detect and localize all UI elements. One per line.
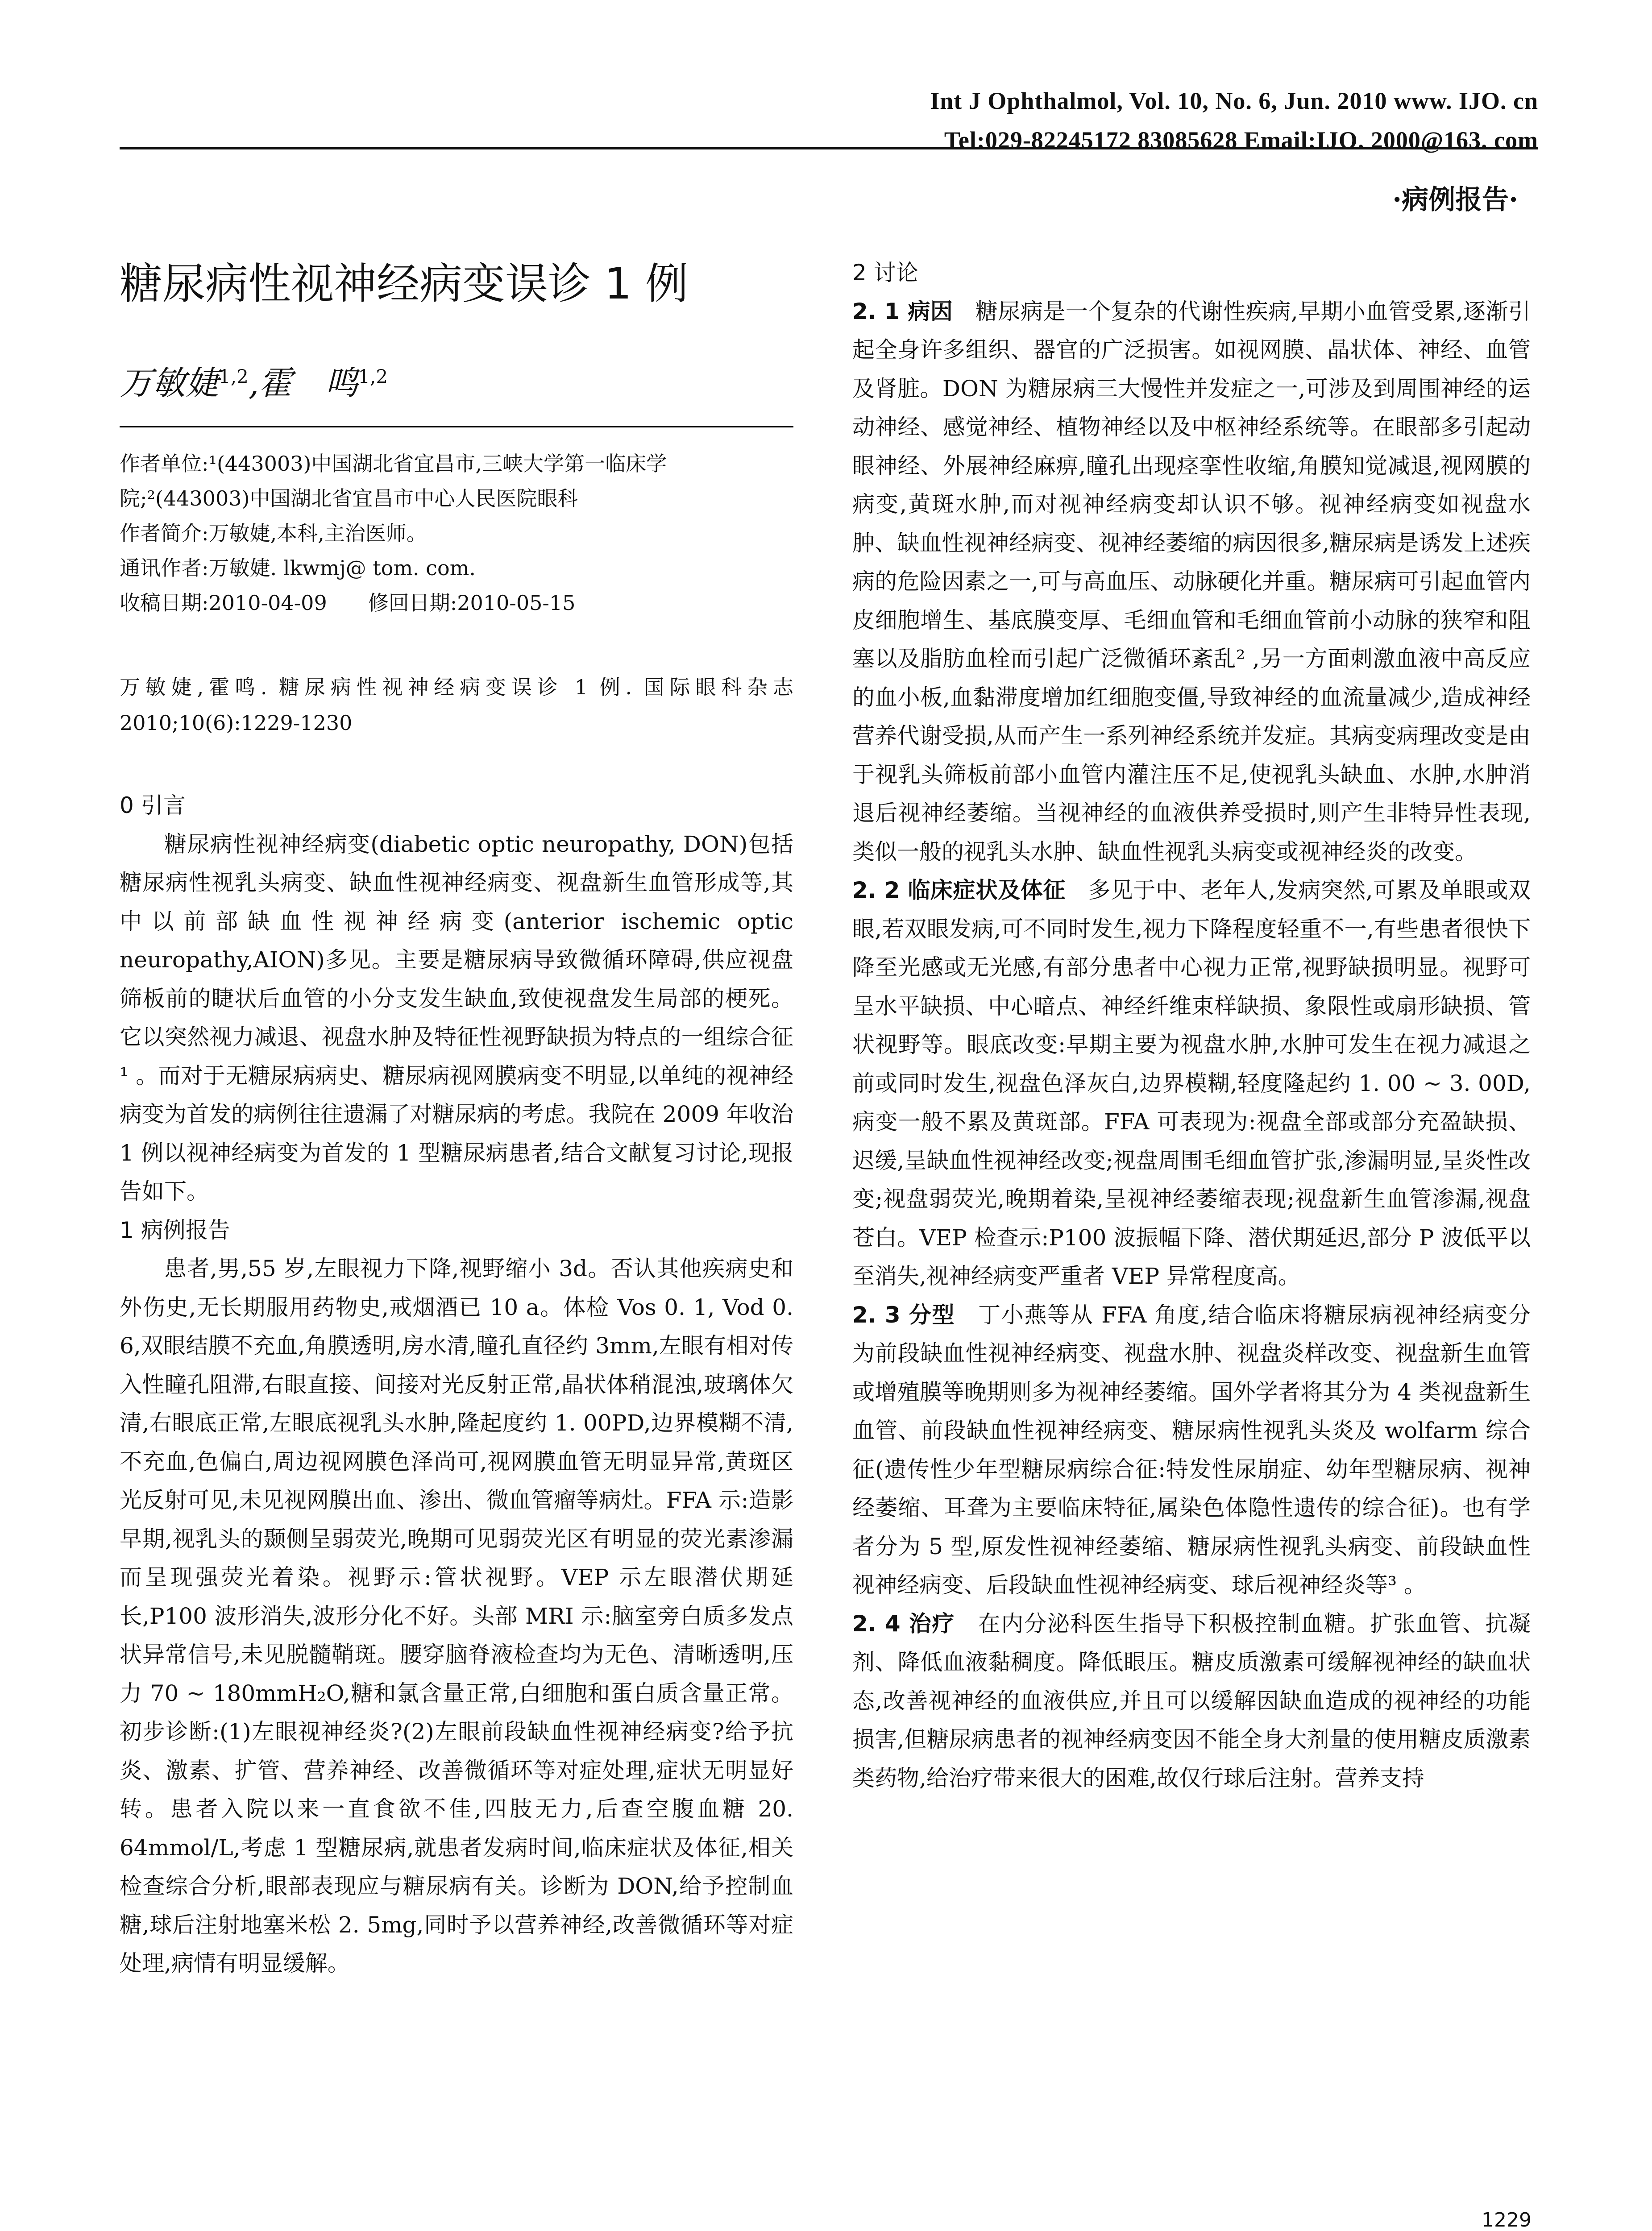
header-rule [120, 147, 1538, 149]
page-number: 1229 [1482, 2209, 1532, 2231]
case-report-paragraph: 患者,男,55 岁,左眼视力下降,视野缩小 3d。否认其他疾病史和外伤史,无长期服用药物史,戒烟酒已 10 a。体检 Vos 0. 1, Vod 0. 6,双眼结膜不充血,角膜透明,房水清,瞳孔直径约 3mm,左眼有相对传入性瞳孔阻滞,右眼直接、间接对光反射正常,晶状体稍混浊,玻璃体欠清,右眼底正常,左眼底视乳头水肿,隆起度约 1. 00PD,边界模糊不清,不充血,色偏白,周边视网膜色泽尚可,视网膜血管无明显异常,黄斑区光反射可见,未见视网膜出血、渗出、微血管瘤等病灶。FFA 示:造影早期,视乳头的颞侧呈弱荧光,晚期可见弱荧光区有明显的荧光素渗漏而呈现强荧光着染。视野示:管状视野。VEP 示左眼潜伏期延长,P100 波形消失,波形分化不好。头部 MRI 示:脑室旁白质多发点状异常信号,未见脱髓鞘斑。腰穿脑脊液检查均为无色、清晰透明,压力 70 ~ 180mmH₂O,糖和氯含量正常,白细胞和蛋白质含量正常。初步诊断:(1)左眼视神经炎?(2)左眼前段缺血性视神经病变?给予抗炎、激素、扩管、营养神经、改善微循环等对症处理,症状无明显好转。患者入院以来一直食欲不佳,四肢无力,后查空腹血糖 20. 64mmol/L,考虑 1 型糖尿病,就患者发病时间,临床症状及体征,相关检查综合分析,眼部表现应与糖尿病有关。诊断为 DON,给予控制血糖,球后注射地塞米松 2. 5mg,同时予以营养神经,改善微循环等对症处理,病情有明显缓解。 [120, 1256, 793, 1976]
author-name: 万敏婕 [120, 364, 219, 402]
dates-text: 收稿日期:2010-04-09 修回日期:2010-05-15 [120, 591, 576, 615]
subsection-label: 2. 3 分型 [852, 1302, 955, 1328]
journal-info-line: Int J Ophthalmol, Vol. 10, No. 6, Jun. 2010 www. IJO. cn [930, 87, 1538, 114]
author-affiliation-mark: 1,2 [358, 365, 388, 388]
article-title: 糖尿病性视神经病变误诊 1 例 [120, 259, 689, 309]
right-column [852, 253, 1531, 1797]
correspondence-text: 通讯作者:万敏婕. lkwmj@ tom. com. [120, 556, 476, 580]
subsection-text: 多见于中、老年人,发病突然,可累及单眼或双眼,若双眼发病,可不同时发生,视力下降程度轻重不一,有些患者很快下降至光感或无光感,有部分患者中心视力正常,视野缺损明显。视野可呈水平缺损、中心暗点、神经纤维束样缺损、象限性或扇形缺损、管状视野等。眼底改变:早期主要为视盘水肿,水肿可发生在视力减退之前或同时发生,视盘色泽灰白,边界模糊,轻度隆起约 1. 00 ~ 3. 00D,病变一般不累及黄斑部。FFA 可表现为:视盘全部或部分充盈缺损、迟缓,呈缺血性视神经改变;视盘周围毛细血管扩张,渗漏明显,呈炎性改变;视盘弱荧光,晚期着染,呈视神经萎缩表现;视盘新生血管渗漏,视盘苍白。VEP 检查示:P100 波振幅下降、潜伏期延迟,部分 P 波低平以至消失,视神经病变严重者 VEP 异常程度高。 [852, 877, 1531, 1289]
author-affiliation-mark: 1,2 [219, 365, 249, 388]
journal-contact-line: Tel:029-82245172 83085628 Email:IJO. 2000@163. com [944, 127, 1538, 153]
affiliation-text: 作者单位:¹(443003)中国湖北省宜昌市,三峡大学第一临床学院;²(443003)中国湖北省宜昌市中心人民医院眼科 [120, 452, 667, 510]
section-2-1 [852, 292, 1531, 871]
left-column [120, 786, 793, 1983]
author-info-block [120, 446, 793, 620]
case-report-heading: 1 病例报告 [120, 1217, 230, 1243]
intro-paragraph: 糖尿病性视神经病变(diabetic optic neuropathy, DON)包括糖尿病性视乳头病变、缺血性视神经病变、视盘新生血管形成等,其中以前部缺血性视神经病变(anterior ischemic optic neuropathy,AION)多见。主要是糖尿病导致微循环障碍,供应视盘筛板前的睫状后血管的小分支发生缺血,致使视盘发生局部的梗死。它以突然视力减退、视盘水肿及特征性视野缺损为特点的一组综合征¹ 。而对于无糖尿病病史、糖尿病视网膜病变不明显,以单纯的视神经病变为首发的病例往往遗漏了对糖尿病的考虑。我院在 2009 年收治 1 例以视神经病变为首发的 1 型糖尿病患者,结合文献复习讨论,现报告如下。 [120, 831, 794, 1204]
author-separator: , [248, 364, 259, 402]
subsection-text: 丁小燕等从 FFA 角度,结合临床将糖尿病视神经病变分为前段缺血性视神经病变、视盘水肿、视盘炎样改变、视盘新生血管或增殖膜等晚期则多为视神经萎缩。国外学者将其分为 4 类视盘新生血管、前段缺血性视神经病变、糖尿病性视乳头炎及 wolfarm 综合征(遗传性少年型糖尿病综合征:特发性尿崩症、幼年型糖尿病、视神经萎缩、耳聋为主要临床特征,属染色体隐性遗传的综合征)。也有学者分为 5 型,原发性视神经萎缩、糖尿病性视乳头病变、前段缺血性视神经病变、后段缺血性视神经病变、球后视神经炎等³ 。 [852, 1302, 1531, 1598]
subsection-label: 2. 4 治疗 [852, 1610, 955, 1637]
subsection-label: 2. 2 临床症状及体征 [852, 877, 1066, 903]
subsection-text: 糖尿病是一个复杂的代谢性疾病,早期小血管受累,逐渐引起全身许多组织、器官的广泛损害。如视网膜、晶状体、神经、血管及肾脏。DON 为糖尿病三大慢性并发症之一,可涉及到周围神经的运动神经、感觉神经、植物神经以及中枢神经系统等。在眼部多引起动眼神经、外展神经麻痹,瞳孔出现痉挛性收缩,角膜知觉减退,视网膜的病变,黄斑水肿,而对视神经病变却认识不够。视神经病变如视盘水肿、缺血性视神经病变、视神经萎缩的病因很多,糖尿病是诱发上述疾病的危险因素之一,可与高血压、动脉硬化并重。糖尿病可引起血管内皮细胞增生、基底膜变厚、毛细血管和毛细血管前小动脉的狭窄和阻塞以及脂肪血栓而引起广泛微循环紊乱² ,另一方面刺激血液中高反应的血小板,血黏滞度增加红细胞变僵,导致神经的血流量减少,造成神经营养代谢受损,从而产生一系列神经系统并发症。其病变病理改变是由于视乳头筛板前部小血管内灌注压不足,使视乳头缺血、水肿,水肿消退后视神经萎缩。当视神经的血液供养受损时,则产生非特异性表现,类似一般的视乳头水肿、缺血性视乳头病变或视神经炎的改变。 [852, 298, 1531, 865]
discussion-heading: 2 讨论 [852, 260, 918, 286]
author-list [120, 357, 388, 404]
intro-heading: 0 引言 [120, 792, 186, 818]
section-2-4 [852, 1605, 1531, 1798]
section-type-label: ·病例报告· [1392, 184, 1518, 216]
subsection-label: 2. 1 病因 [852, 298, 953, 324]
author-bio-text: 作者简介:万敏婕,本科,主治医师。 [120, 521, 427, 545]
section-2-3 [852, 1296, 1531, 1605]
citation-text: 万敏婕,霍鸣. 糖尿病性视神经病变误诊 1 例. 国际眼科杂志 2010;10(6):1229-1230 [120, 675, 793, 735]
section-2-2 [852, 871, 1531, 1296]
author-name: 霍 鸣 [259, 364, 358, 402]
subsection-text: 在内分泌科医生指导下积极控制血糖。扩张血管、抗凝剂、降低血液黏稠度。降低眼压。糖皮质激素可缓解视神经的缺血状态,改善视神经的血液供应,并且可以缓解因缺血造成的视神经的功能损害,但糖尿病患者的视神经病变因不能全身大剂量的使用糖皮质激素类药物,给治疗带来很大的困难,故仅行球后注射。营养支持 [852, 1610, 1531, 1791]
author-rule [120, 426, 793, 427]
